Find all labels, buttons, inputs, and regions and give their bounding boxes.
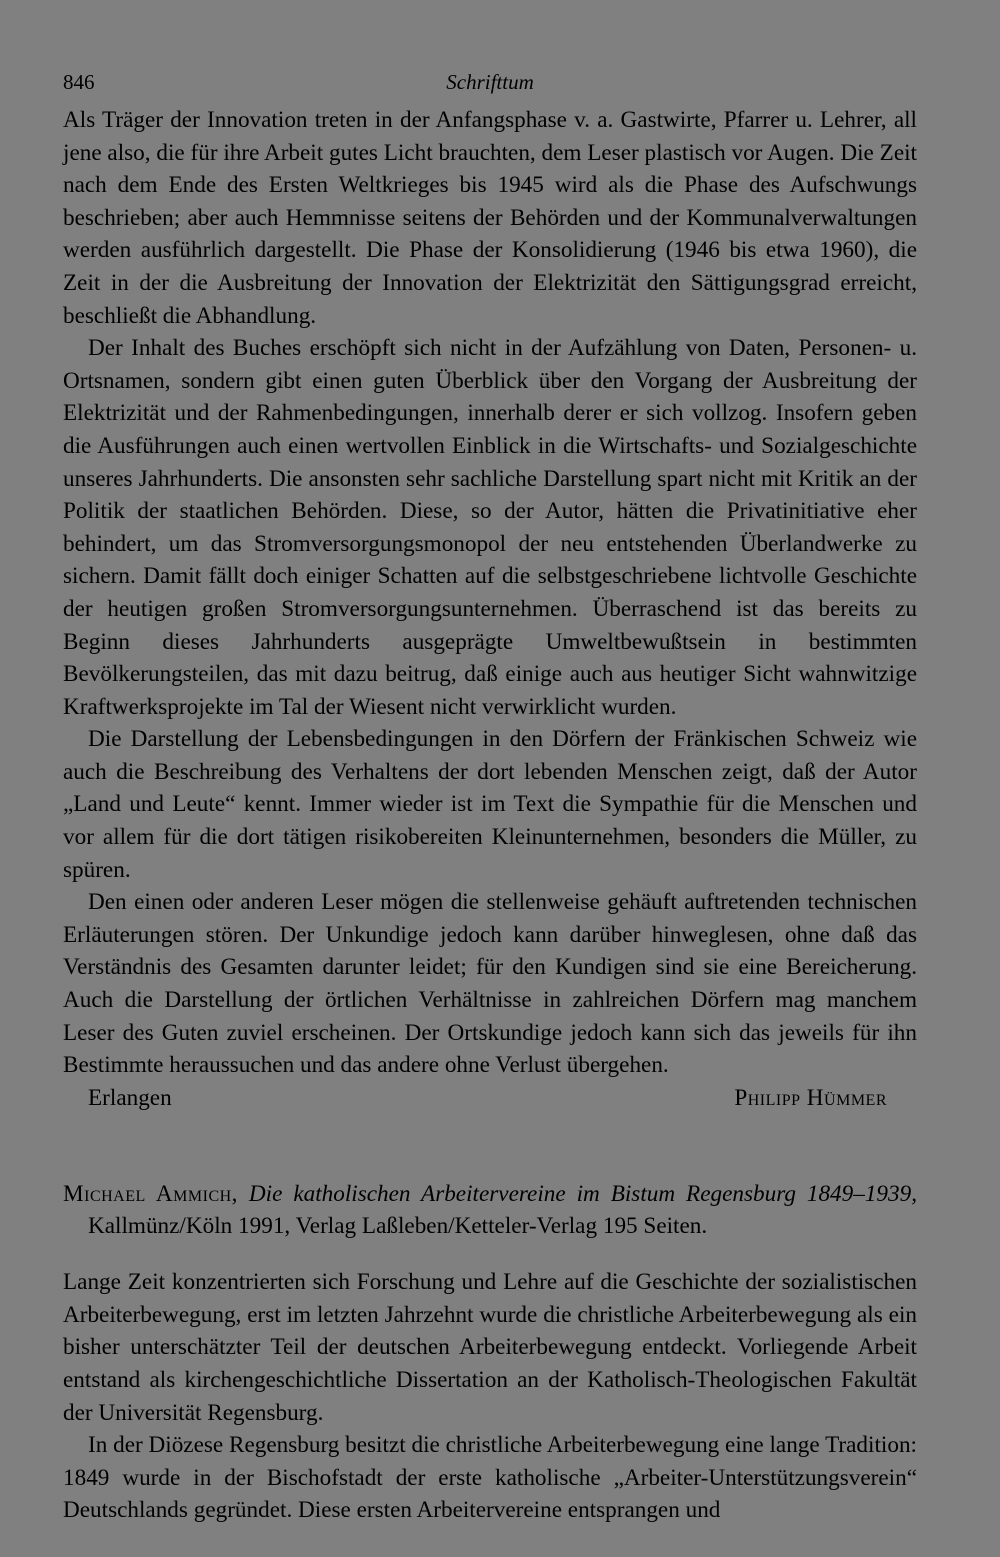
review-paragraph: Lange Zeit konzentrierten sich Forschung und Lehre auf die Geschichte der sozialistischen Arbeiterbewegung, erst im letzten Jahrzehnt wurde die christliche Arbeiterbewegung als ein bisher unterschätzter Teil der deutschen Arbeiterbewegung entdeckt. Vorliegende Arbeit entstand als kirchengeschichtliche Dissertation an der Katholisch-Theologischen Fakultät der Universität Regensburg.: [63, 1269, 917, 1426]
review-paragraph: Der Inhalt des Buches erschöpft sich nicht in der Aufzählung von Daten, Personen- u. Ortsnamen, sondern gibt einen guten Überblick über den Vorgang der Ausbreitung der Elektrizität und der Rahmenbedingungen, innerhalb derer er sich vollzog. Insofern geben die Ausführungen auch einen wertvollen Einblick in die Wirtschafts- und Sozialgeschichte unseres Jahrhunderts. Die ansonsten sehr sachliche Darstellung spart nicht mit Kritik an der Politik der staatlichen Behörden. Diese, so der Autor, hätten die Privatinitiative eher behindert, um das Stromversorgungsmonopol der neu entstehenden Überlandwerke zu sichern. Damit fällt doch einiger Schatten auf die selbstgeschriebene lichtvolle Geschichte der heutigen großen Stromversorgungsunternehmen. Überraschend ist das bereits zu Beginn dieses Jahrhunderts ausgeprägte Umweltbewußtsein in bestimmten Bevölkerungsteilen, das mit dazu beitrug, daß einige auch aus heutiger Sicht wahnwitzige Kraftwerksprojekte im Tal der Wiesent nicht verwirklicht wurden.: [63, 335, 917, 720]
running-head: [63, 70, 917, 104]
book-author: Michael Ammich,: [63, 1180, 238, 1207]
running-title: Schrifttum: [446, 70, 534, 94]
review-paragraph: Als Träger der Innovation treten in der Anfangsphase v. a. Gastwirte, Pfarrer u. Lehrer, all jene also, die für ihre Arbeit gutes Licht brauchten, dem Leser plastisch vor Augen. Die Zeit nach dem Ende des Ersten Weltkrieges bis 1945 wird als die Phase des Aufschwungs beschrieben; aber auch Hemmnisse seitens der Behörden und der Kommunalverwaltungen werden ausführlich dargestellt. Die Phase der Konsolidierung (1946 bis etwa 1960), die Zeit in der die Ausbreitung der Innovation der Elektrizität den Sättigungsgrad erreicht, beschließt die Abhandlung.: [63, 107, 917, 329]
review-signature: [63, 1082, 917, 1114]
page-number: 846: [63, 70, 95, 94]
book-title: Die katholischen Arbeitervereine im Bistum Regensburg 1849–1939,: [248, 1180, 918, 1207]
review-paragraph: Die Darstellung der Lebensbedingungen in den Dörfern der Fränkischen Schweiz wie auch die Beschreibung des Verhaltens der dort lebenden Menschen zeigt, daß der Autor „Land und Leute“ kennt. Immer wieder ist im Text die Sympathie für die Menschen und vor allem für die dort tätigen risikobereiten Kleinunternehmen, besonders die Müller, zu spüren.: [63, 726, 917, 883]
reviewer-name: Philipp Hümmer: [734, 1084, 887, 1111]
review-paragraph: In der Diözese Regensburg besitzt die christliche Arbeiterbewegung eine lange Tradition: 1849 wurde in der Bischofstadt der erste katholische „Arbeiter-Unterstützungsverein“ Deutschlands gegründet. Diese ersten Arbeitervereine entsprangen und: [63, 1432, 917, 1524]
bibliographic-entry: [63, 1178, 917, 1243]
publication-details: Kallmünz/Köln 1991, Verlag Laßleben/Ketteler-Verlag 195 Seiten.: [88, 1213, 708, 1240]
book-page: [63, 70, 917, 1527]
review-paragraph: Den einen oder anderen Leser mögen die stellenweise gehäuft auftretenden technischen Erläuterungen stören. Der Unkundige jedoch kann darüber hinweglesen, ohne daß das Verständnis des Gesamten darunter leidet; für den Kundigen sind sie eine Bereicherung. Auch die Darstellung der örtlichen Verhältnisse in zahlreichen Dörfern mag manchem Leser des Guten zuviel erscheinen. Der Ortskundige jedoch kann sich das jeweils für ihn Bestimmte heraussuchen und das andere ohne Verlust übergehen.: [63, 889, 917, 1079]
signature-place: Erlangen: [88, 1084, 172, 1111]
